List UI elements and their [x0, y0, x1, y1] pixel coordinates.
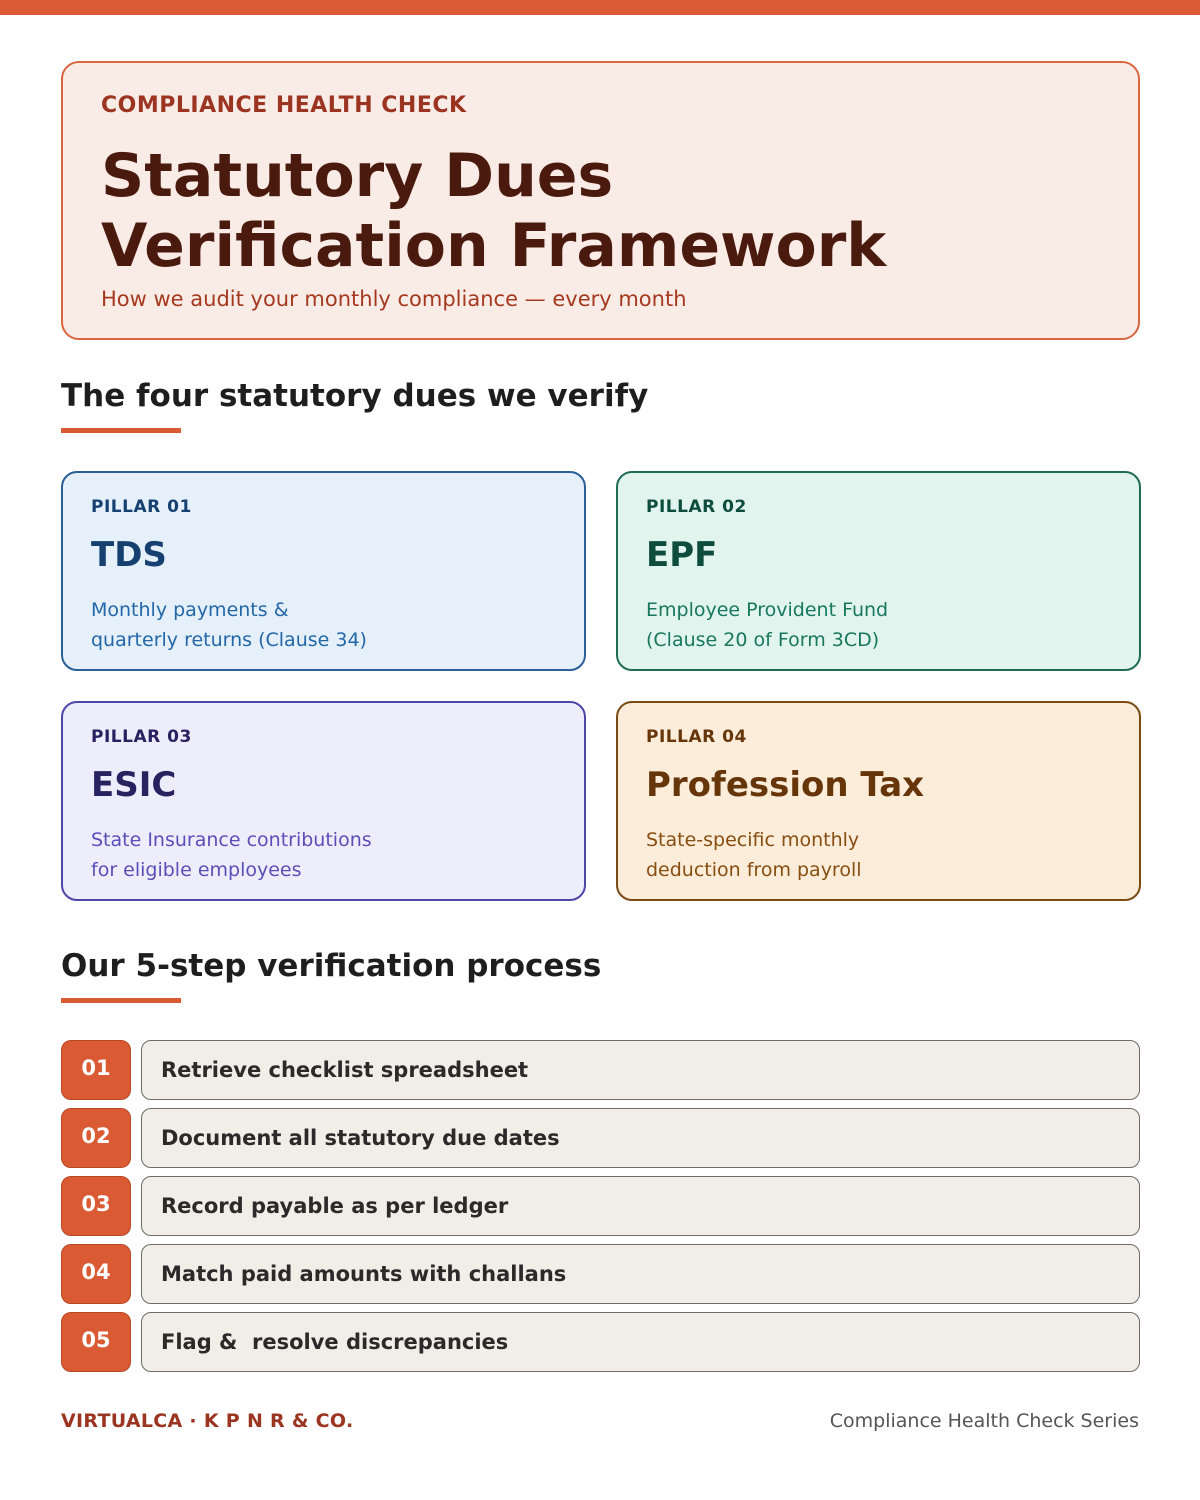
page-title-line-1: Statutory Dues — [101, 141, 614, 211]
pillar-card-tds — [61, 471, 586, 671]
pillar-tag: PILLAR 02 — [646, 497, 747, 517]
step-number-badge: 01 — [61, 1040, 131, 1100]
step-label: Flag & resolve discrepancies — [141, 1312, 1140, 1372]
pillar-name: Profession Tax — [646, 765, 925, 805]
pillar-description: Monthly payments & quarterly returns (Clause 34) — [91, 599, 367, 651]
hero-card — [61, 61, 1140, 340]
pillar-card-profession-tax — [616, 701, 1141, 901]
pillar-name: EPF — [646, 535, 718, 575]
process-section-title: Our 5-step verification process — [61, 948, 602, 984]
pillar-description: State-specific monthly deduction from payroll — [646, 829, 862, 881]
pillar-tag: PILLAR 01 — [91, 497, 192, 517]
process-step — [61, 1108, 1140, 1168]
pillar-name: TDS — [91, 535, 167, 575]
process-step — [61, 1312, 1140, 1372]
footer-brand: VIRTUALCA · K P N R & CO. — [61, 1410, 354, 1432]
step-label: Match paid amounts with challans — [141, 1244, 1140, 1304]
pillar-card-esic — [61, 701, 586, 901]
pillars-section-rule — [61, 428, 181, 433]
page-title-line-2: Verification Framework — [101, 211, 887, 281]
hero-subtitle: How we audit your monthly compliance — every month — [101, 287, 687, 311]
process-step — [61, 1176, 1140, 1236]
pillar-description: Employee Provident Fund (Clause 20 of Form 3CD) — [646, 599, 889, 651]
pillars-section-title: The four statutory dues we verify — [61, 378, 649, 414]
footer-series: Compliance Health Check Series — [829, 1410, 1139, 1432]
step-label: Retrieve checklist spreadsheet — [141, 1040, 1140, 1100]
step-number-badge: 02 — [61, 1108, 131, 1168]
hero-kicker: COMPLIANCE HEALTH CHECK — [101, 93, 467, 118]
pillar-card-epf — [616, 471, 1141, 671]
step-number-badge: 05 — [61, 1312, 131, 1372]
process-section-rule — [61, 998, 181, 1003]
page-title — [101, 141, 886, 281]
top-accent-bar — [0, 0, 1200, 15]
step-number-badge: 03 — [61, 1176, 131, 1236]
step-label: Record payable as per ledger — [141, 1176, 1140, 1236]
pillar-name: ESIC — [91, 765, 177, 805]
step-number-badge: 04 — [61, 1244, 131, 1304]
pillar-description: State Insurance contributions for eligible employees — [91, 829, 372, 881]
process-step — [61, 1040, 1140, 1100]
pillar-tag: PILLAR 03 — [91, 727, 192, 747]
process-step — [61, 1244, 1140, 1304]
pillar-tag: PILLAR 04 — [646, 727, 747, 747]
step-label: Document all statutory due dates — [141, 1108, 1140, 1168]
